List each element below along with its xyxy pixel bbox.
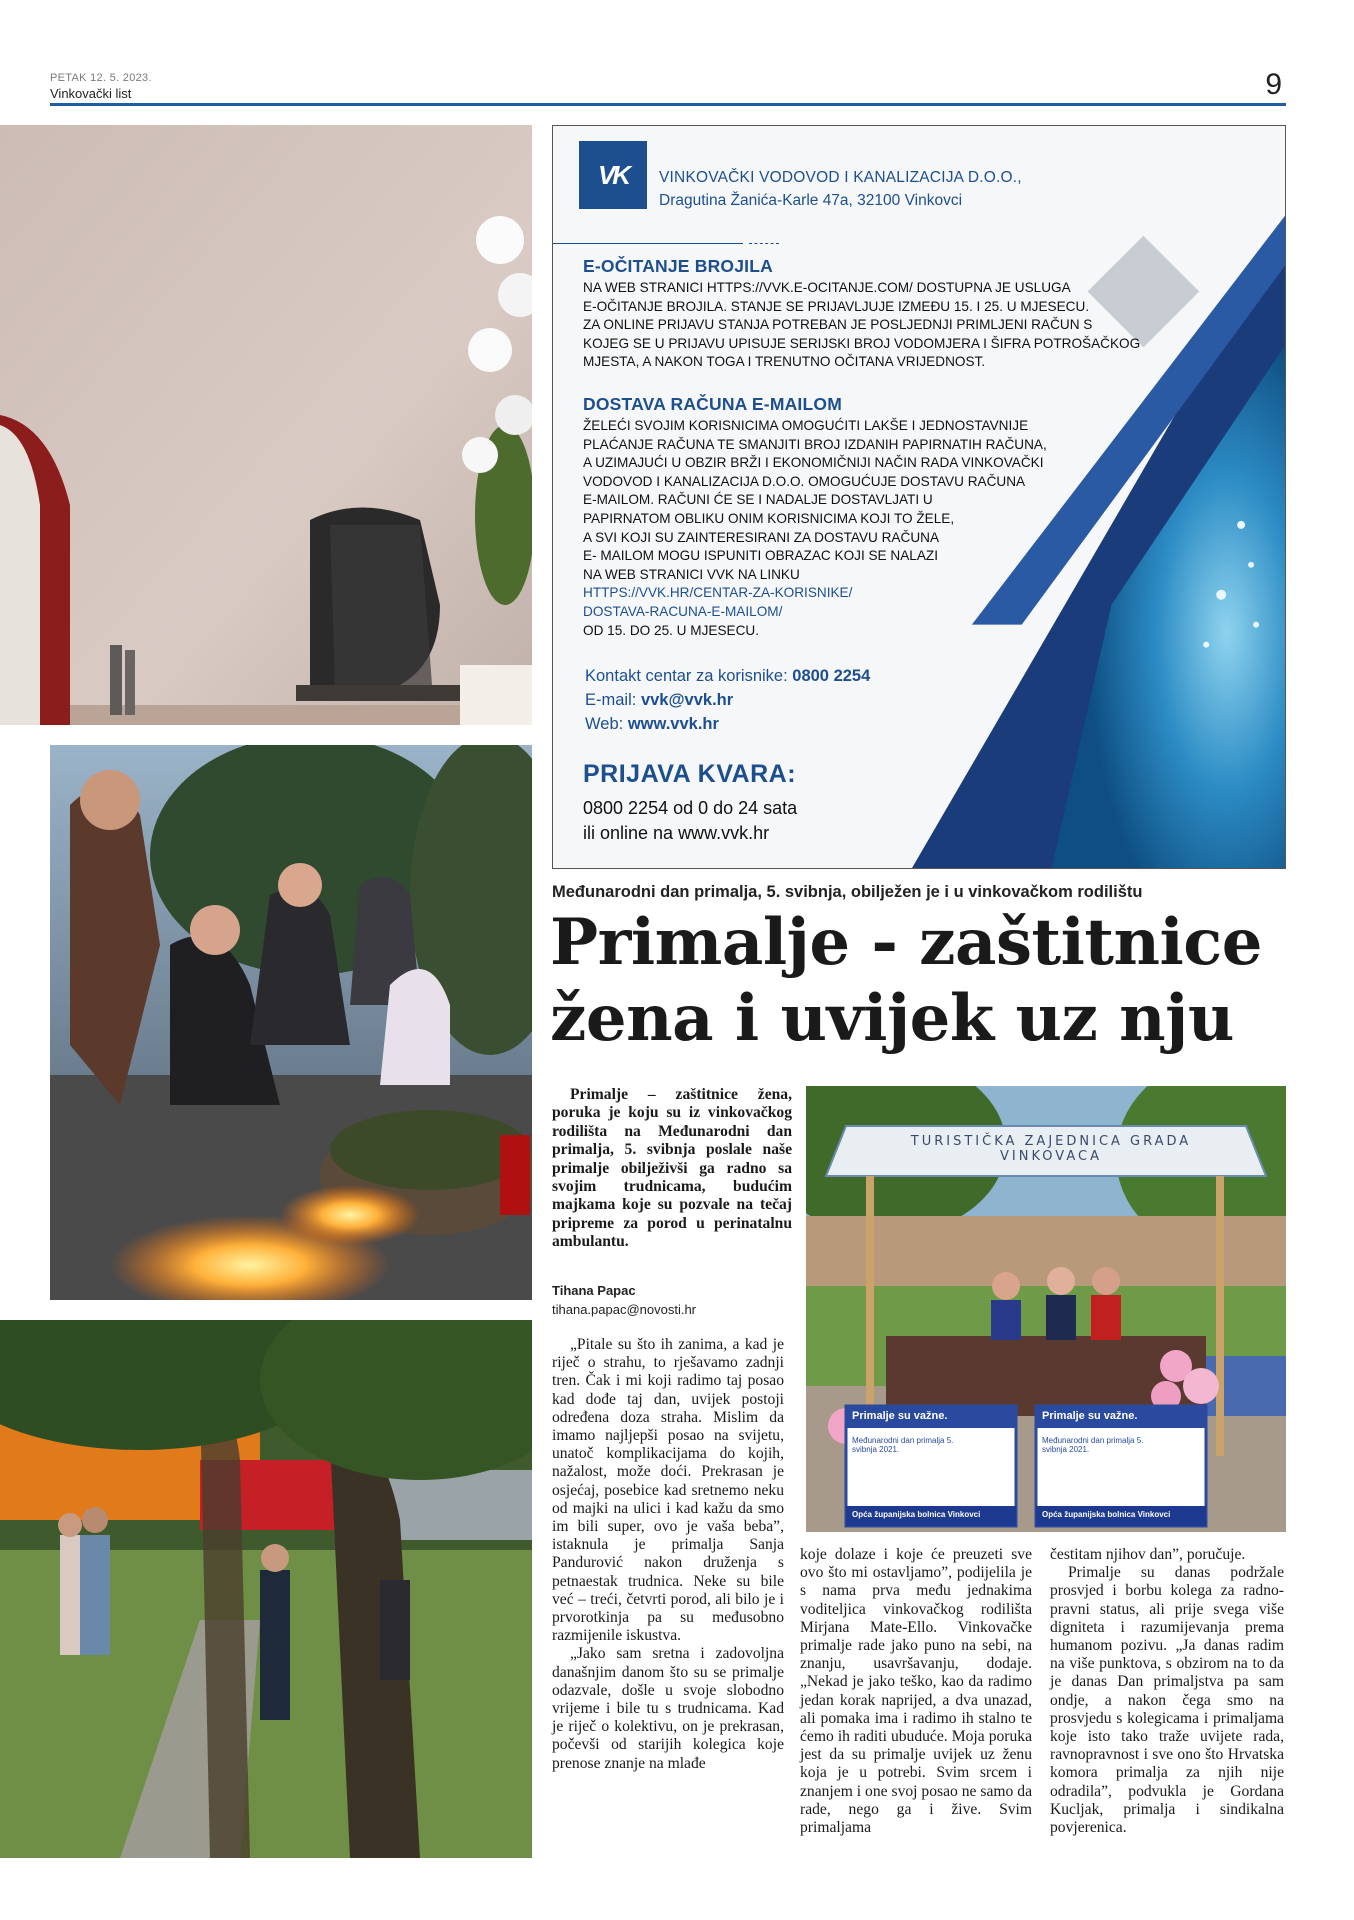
photo-park-gathering: [0, 1320, 532, 1858]
ad-form-link-2[interactable]: DOSTAVA-RACUNA-E-MAILOM/: [583, 603, 783, 619]
photo-candle-lighting: [50, 745, 532, 1300]
ad-divider: [553, 243, 743, 244]
article-headline: Primalje - zaštitnice žena i uvijek uz nju: [550, 905, 1262, 1056]
article-lead: Primalje – zaštitnice žena, poruka je koju su iz vinkovačkog rodilišta na Međunarodni dan primalja, 5. svibnja poslale naše primalje obilježivši ga radno sa svojim trudnicama, budućim majkama koje su pozvale na tečaj pripreme za porod u perinatalnu ambulantu.: [552, 1086, 792, 1251]
ad-divider-dashed: [749, 243, 779, 244]
ad-section-body-e-ocitanje: NA WEB STRANICI HTTPS://VVK.E-OCITANJE.COM/ DOSTUPNA JE USLUGA E-OČITANJE BROJILA. STANJE SE PRIJAVLJUJE IZMEĐU 15. I 25. U MJESECU. ZA ONLINE PRIJAVU STANJA POTREBAN JE POSLJEDNJI PRIMLJENI RAČUN S KOJEG SE U PRIJAVU UPISUJE SERIJSKI BROJ VODOMJERA I ŠIFRA POTROŠAČKOG MJESTA, A NAKON TOGA I TRENUTNO OČITANA VRIJEDNOST.: [583, 280, 1141, 370]
contact-email[interactable]: vvk@vvk.hr: [640, 691, 734, 709]
ad-company-name: VINKOVAČKI VODOVOD I KANALIZACIJA D.O.O.,: [659, 169, 1022, 186]
ad-company-address: Dragutina Žanića-Karle 47a, 32100 Vinkovci: [659, 192, 963, 209]
header-rule: [50, 103, 1286, 106]
banner-2-footer: Opća županijska bolnica Vinkovci: [1042, 1510, 1171, 1519]
advertisement-vvk: [552, 125, 1286, 869]
banner-1-subtitle: Međunarodni dan primalja 5. svibnja 2021.: [852, 1436, 954, 1454]
article-author-email[interactable]: tihana.papac@novosti.hr: [552, 1302, 697, 1317]
web-label: Web:: [585, 715, 624, 733]
stand-sign: TURISTIČKA ZAJEDNICA GRADA VINKOVACA: [910, 1134, 1192, 1164]
banner-2-title: Primalje su važne.: [1042, 1410, 1138, 1422]
vvk-logo: VK: [579, 141, 647, 209]
issue-date: PETAK 12. 5. 2023.: [50, 72, 152, 84]
banner-1-title: Primalje su važne.: [852, 1410, 948, 1422]
ad-section-title-dostava: DOSTAVA RAČUNA E-MAILOM: [583, 394, 842, 414]
page-number: 9: [1265, 68, 1282, 101]
article-author: Tihana Papac: [552, 1283, 636, 1298]
contact-label: Kontakt centar za korisnike:: [585, 667, 788, 685]
ad-contact-block: [585, 664, 870, 736]
ad-section-body-dostava: ŽELEĆI SVOJIM KORISNICIMA OMOGUĆITI LAKŠE I JEDNOSTAVNIJE PLAĆANJE RAČUNA TE SMANJITI BROJ IZDANIH PAPIRNATIH RAČUNA, A UZIMAJUĆI U OBZIR BRŽI I EKONOMIČNIJI NAČIN RADA VINKOVAČKI VODOVOD I KANALIZACIJA D.O.O. OMOGUĆUJE DOSTAVU RAČUNA E-MAILOM. RAČUNI ĆE SE I NADALJE DOSTAVLJATI U PAPIRNATOM OBLIKU ONIM KORISNICIMA KOJI TO ŽELE, A SVI KOJI SU ZAINTERESIRANI ZA DOSTAVU RAČUNA E- MAILOM MOGU ISPUNITI OBRAZAC KOJI SE NALAZI NA WEB STRANICI VVK NA LINKU HTTPS://VVK.HR/CENTAR-ZA-KORISNIKE/ DOSTAVA-RACUNA-E-MAILOM/ OD 15. DO 25. U MJESECU.: [583, 418, 1047, 638]
article-column-1: „Pitale su što ih zanima, a kad je riječ o strahu, to rješavamo zadnji tren. Čak i mi koji radimo taj posao kad dođe taj dan, uvijek postoji određena doza straha. Mislim da imamo najljepši posao na svijetu, unatoč komplikacijama do kojih, nažalost, može doći. Prekrasan je osjećaj, posebice kad sretnemo neku od majki na ulici i kad kažu da smo im bili super, ovo je vaša beba”, istaknula je primalja Sanja Pandurović nakon druženja s petnaestak trudnica. Neke su bile već – treći, četvrti porod, ali bilo je i prvorotkinja pa su međusobno razmijenile iskustva. „Jako sam sretna i zadovoljna današnjim danom što su se primalje odazvale, došle u svoje slobodno vrijeme i bile tu s trudnicama. Kad je riječ o kolektivu, on je prekrasan, počevši od starijih kolegica koje prenose znanje na mlađe: [552, 1336, 784, 1772]
contact-web[interactable]: www.vvk.hr: [627, 715, 719, 733]
email-label: E-mail:: [585, 691, 637, 709]
banner-2-subtitle: Međunarodni dan primalja 5. svibnja 2021.: [1042, 1436, 1144, 1454]
banner-1-footer: Opća županijska bolnica Vinkovci: [852, 1510, 981, 1519]
photo-interior: [0, 125, 532, 725]
publication-name: Vinkovački list: [50, 86, 132, 101]
article-column-3: čestitam njihov dan”, poručuje. Primalje su danas podržale prosvjed i borbu kolega za radno-pravni status, ali prije svega više digniteta i razumijevanja prema humanom pozivu. „Ja danas radim na više punktova, s obzirom na to da je danas Dan primaljstva pa sam ondje, a nakon čega smo na prosvjedu s kolegicama i primaljama koje isto tako traže uvijete rada, ravnopravnost i sve ono što Hrvatska komora primalja za njih nije odradila”, podvukla je Gordana Kucljak, primalja i sindikalna povjerenica.: [1050, 1546, 1284, 1837]
article-kicker: Međunarodni dan primalja, 5. svibnja, obilježen je i u vinkovačkom rodilištu: [552, 883, 1143, 901]
contact-phone[interactable]: 0800 2254: [792, 667, 871, 685]
article-column-2: koje dolaze i koje će preuzeti sve ovo što mi ostavljamo”, podijelila je s nama prva među jednakima voditeljica vinkovačkog rodilišta Mirjana Mate-Ello. Vinkovačke primalje rade jako puno na sebi, na znanju, usavršavanju, dodaje. „Nekad je jako teško, kao da radimo jedan korak naprijed, a dva unazad, ali pomaka ima i radimo ih stalno te ćemo ih raditi ubuduće. Moja poruka jest da su primalje uvijek uz ženu koja je u potrebi. Svim srcem i znanjem i one svoj posao ne samo da rade, nego ga i žive. Svim primaljama: [800, 1546, 1032, 1837]
ad-fault-info: 0800 2254 od 0 do 24 sata ili online na www.vvk.hr: [583, 798, 798, 843]
ad-fault-title: PRIJAVA KVARA:: [583, 760, 797, 788]
ad-section-title-e-ocitanje: E-OČITANJE BROJILA: [583, 256, 773, 276]
ad-form-link-1[interactable]: HTTPS://VVK.HR/CENTAR-ZA-KORISNIKE/: [583, 585, 853, 601]
photo-midwives-stand: [806, 1086, 1286, 1532]
